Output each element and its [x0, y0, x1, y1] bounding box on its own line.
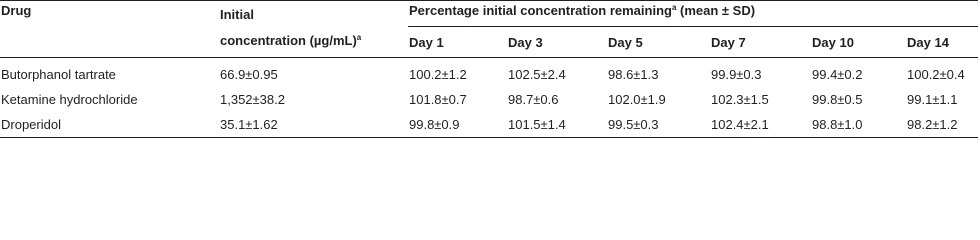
value-cell: 102.4±2.1: [710, 112, 811, 138]
value-cell: 98.8±1.0: [811, 112, 906, 138]
table-row: [0, 58, 978, 88]
drug-name-cell: Butorphanol tartrate: [1, 67, 116, 82]
header-day-10: Day 10: [811, 27, 906, 58]
drug-name-cell: Ketamine hydrochloride: [1, 92, 138, 107]
value-cell: 99.4±0.2: [812, 67, 863, 82]
value-cell: 102.3±1.5: [711, 92, 769, 107]
header-remaining-footnote: a: [671, 3, 677, 12]
header-drug: Drug: [0, 1, 219, 58]
value-cell: 100.2±0.4: [907, 67, 965, 82]
table-row: [0, 112, 978, 138]
value-cell: 99.9±0.3: [711, 67, 762, 82]
value-cell: 98.2±1.2: [906, 112, 978, 138]
header-initial-footnote: a: [356, 33, 362, 42]
value-cell: 98.6±1.3: [608, 67, 659, 82]
header-initial-line2: concentration (µg/mL): [220, 33, 357, 48]
value-cell: 98.7±0.6: [508, 92, 559, 107]
drug-name-cell: Droperidol: [0, 112, 219, 138]
value-cell: 99.5±0.3: [607, 112, 710, 138]
value-cell: 102.0±1.9: [608, 92, 666, 107]
value-cell: 101.8±0.7: [409, 92, 467, 107]
value-cell: 102.5±2.4: [508, 67, 566, 82]
value-cell: 99.8±0.5: [812, 92, 863, 107]
table-row: [0, 87, 978, 112]
header-initial-line1: Initial: [220, 7, 254, 22]
initial-concentration-cell: 35.1±1.62: [219, 112, 408, 138]
header-day-14: Day 14: [906, 27, 978, 58]
header-day-7: Day 7: [710, 27, 811, 58]
header-initial-concentration: [219, 1, 408, 58]
value-cell: 100.2±1.2: [409, 67, 467, 82]
value-cell: 99.1±1.1: [907, 92, 958, 107]
header-day-5: Day 5: [607, 27, 710, 58]
header-remaining-label: Percentage initial concentration remaining: [409, 3, 672, 18]
initial-concentration-cell: 1,352±38.2: [220, 92, 285, 107]
initial-concentration-cell: 66.9±0.95: [220, 67, 278, 82]
value-cell: 101.5±1.4: [507, 112, 607, 138]
header-day-1: Day 1: [408, 27, 507, 58]
header-remaining-suffix: (mean ± SD): [676, 3, 756, 18]
header-day-3: Day 3: [507, 27, 607, 58]
header-remaining-group: [408, 1, 978, 27]
value-cell: 99.8±0.9: [408, 112, 507, 138]
